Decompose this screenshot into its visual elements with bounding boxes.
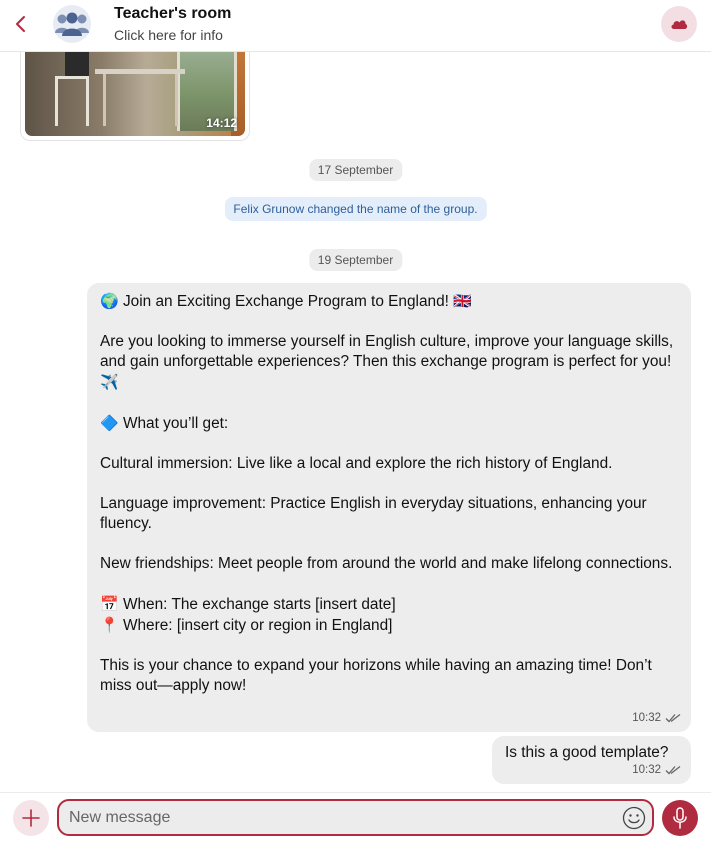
photo-desk-leg [175,74,178,126]
photo-desk-leg [103,74,106,126]
uk-flag-emoji: 🇬🇧 [453,292,472,310]
message-text: Are you looking to immerse yourself in English culture, improve your language skills, and gain unforgettable experiences? Then this exchange program is perfect for you! [100,333,674,370]
photo-desk [95,69,185,74]
message-text: What you’ll get: [122,415,229,432]
microphone-icon [672,807,688,829]
date-separator: 17 September [309,159,402,181]
message-photo[interactable] [25,52,245,136]
message-text: Cultural immersion: Live like a local and explore the rich history of England. [100,455,613,472]
system-message: Felix Grunow changed the name of the group. [224,197,486,221]
group-icon [54,11,90,37]
smiley-icon[interactable] [622,806,646,830]
chat-header [0,0,711,52]
message-text: Where: [insert city or region in England] [122,617,393,634]
cloud-icon [670,18,688,30]
message-time: 10:32 [632,712,661,724]
image-timestamp: 14:12 [206,116,237,130]
date-separator: 19 September [309,249,402,271]
message-bubble[interactable] [87,283,691,732]
double-check-icon [665,765,681,775]
plus-icon [22,809,40,827]
message-meta [632,760,681,780]
chevron-left-icon [14,15,26,33]
globe-emoji: 🌍 [100,292,119,310]
message-text: Language improvement: Practice English in everyday situations, enhancing your fluency. [100,495,647,532]
pin-emoji: 📍 [100,616,119,634]
double-check-icon [665,713,681,723]
message-input[interactable] [69,801,609,834]
photo-person [65,52,89,79]
attach-button[interactable] [13,800,49,836]
message-text: Is this a good template? [505,744,669,761]
message-list[interactable] [0,52,711,792]
message-composer [0,792,711,854]
back-button[interactable] [10,12,30,36]
image-message[interactable] [20,52,250,141]
message-text: When: The exchange starts [insert date] [122,596,396,613]
blue-diamond-emoji: 🔷 [100,414,119,432]
chat-info-link[interactable]: Click here for info [114,27,223,43]
message-text: Join an Exciting Exchange Program to England! [122,293,449,310]
message-bubble[interactable] [492,736,691,784]
message-time: 10:32 [632,764,661,776]
message-text: New friendships: Meet people from around the world and make lifelong connections. [100,555,673,572]
voice-message-button[interactable] [662,800,698,836]
calendar-emoji: 📅 [100,595,119,613]
group-avatar[interactable] [53,5,91,43]
photo-chair [55,76,89,126]
message-meta [632,708,681,728]
cloud-button[interactable] [661,6,697,42]
airplane-emoji: ✈️ [100,373,119,391]
chat-title[interactable]: Teacher's room [114,5,232,22]
message-text: This is your chance to expand your horizons while having an amazing time! Don’t miss out—apply now! [100,657,652,694]
message-input-wrapper[interactable] [57,799,654,836]
